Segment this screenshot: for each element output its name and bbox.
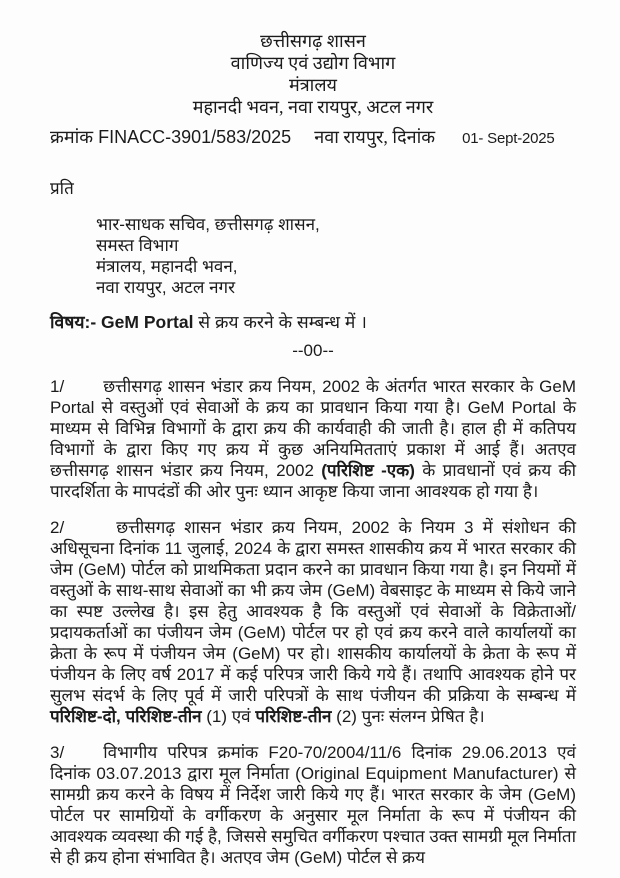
text-segment: विभागीय परिपत्र क्रमांक F20-70/2004/11/6 दिनांक 29.06.2013 एवं दिनांक 03.07.2013 द्वारा मूल निर्माता (Original Equipment Manufacturer) से सामग्री क्रय करने के विषय में निर्देश जारी किये गए हैं। भारत सरकार के जेम (GeM) पोर्टल पर सामग्रियों के वर्गीकरण के अनुसार मूल निर्माता के रूप में पंजीयन की आवश्यक व्यवस्था की गई है, जिससे समुचित वर्गीकरण पश्चात उक्त सामग्री मूल निर्माता से ही क्रय होना संभावित है। अतएव जेम (GeM) पोर्टल से क्रय <box>50 743 576 867</box>
text-segment: के प्रावधानों एवं क्रय की पारदर्शिता के मापदंडों की ओर पुनः ध्यान आकृष्ट किया जाना आवश्यक हो गया है। <box>50 461 577 501</box>
paragraph-2-text <box>50 518 576 726</box>
paragraph-2 <box>50 517 576 727</box>
addressee-line-secretary: भार-साधक सचिव, छत्तीसगढ़ शासन, <box>96 215 320 234</box>
text-segment: (1) एवं <box>201 707 256 726</box>
separator: --00-- <box>292 341 334 360</box>
paragraph-1 <box>50 376 576 502</box>
letterhead-line-government: छत्तीसगढ़ शासन <box>260 31 366 51</box>
letterhead-line-address: महानदी भवन, नवा रायपुर, अटल नगर <box>192 97 434 117</box>
paragraph-3 <box>50 742 576 868</box>
text-segment: परिशिष्ट-दो, परिशिष्ट-तीन <box>50 707 202 726</box>
reference-number: क्रमांक FINACC-3901/583/2025 <box>50 127 292 147</box>
text-segment: विषय:- <box>50 312 102 332</box>
letterhead-line-ministry: मंत्रालय <box>288 75 337 95</box>
text-segment: (परिशिष्ट -एक) <box>321 461 415 480</box>
addressee-line-ministry-building: मंत्रालय, महानदी भवन, <box>96 257 238 276</box>
text-segment: (2) पुनः संलग्न प्रेषित है। <box>331 707 485 726</box>
letterhead <box>50 30 576 118</box>
place-date-label: नवा रायपुर, दिनांक <box>314 127 436 147</box>
paragraph-1-number: 1/ <box>50 377 65 396</box>
paragraph-3-number: 3/ <box>50 743 65 762</box>
text-segment: GeM Portal <box>101 312 194 332</box>
addressee-line-city: नवा रायपुर, अटल नगर <box>96 278 236 297</box>
addressee-line-all-departments: समस्त विभाग <box>96 236 179 255</box>
date-value: 01- Sept-2025 <box>462 130 555 147</box>
subject-line <box>50 311 576 333</box>
text-segment: छत्तीसगढ़ शासन भंडार क्रय नियम, 2002 के नियम 3 में संशोधन की अधिसूचना दिनांक 11 जुलाई, 2024 के द्वारा समस्त शासकीय क्रय में भारत सरकार की जेम (GeM) पोर्टल को प्राथमिकता प्रदान करने का प्रावधान किया गया है। इन नियमों में वस्तुओं के साथ-साथ सेवाओं का भी क्रय जेम (GeM) वेबसाइट के माध्यम से किये जाने का स्पष्ट उल्लेख है। इस हेतु आवश्यक है कि वस्तुओं एवं सेवाओं के विक्रेताओं/प्रदायकर्ताओं का पंजीयन जेम (GeM) पोर्टल पर हो एवं क्रय करने वाले कार्यालयों का क्रेता के रूप में पंजीयन जेम (GeM) पर हो। शासकीय कार्यालयों के क्रेता के रूप में पंजीयन के लिए वर्ष 2017 में कई परिपत्र जारी किये गये हैं। तथापि आवश्यक होने पर सुलभ संदर्भ के लिए पूर्व में जारी परिपत्रों के साथ पंजीयन की प्रक्रिया के सम्बन्ध में <box>50 518 576 705</box>
paragraph-2-number: 2/ <box>50 518 65 537</box>
paragraph-1-text <box>50 377 576 501</box>
text-segment: से क्रय करने के सम्बन्ध में । <box>193 312 367 332</box>
text-segment: परिशिष्ट-तीन <box>255 707 332 726</box>
paragraph-3-text <box>50 743 576 867</box>
reference-line <box>50 125 576 151</box>
text-segment: छत्तीसगढ़ शासन भंडार क्रय नियम, 2002 के अंतर्गत भारत सरकार के GeM Portal से वस्तुओं एवं सेवाओं के क्रय का प्रावधान किया गया है। GeM Portal के माध्यम से विभिन्न विभागों के द्वारा क्रय की कार्यवाही की जाती है। हाल ही में कतिपय विभागों के द्वारा किए गए क्रय में कुछ अनियमितताएं प्रकाश में आई हैं। अतएव छत्तीसगढ़ शासन भंडार क्रय नियम, 2002 <box>50 377 576 480</box>
letterhead-line-department: वाणिज्य एवं उद्योग विभाग <box>230 53 396 73</box>
salutation: प्रति <box>50 179 74 198</box>
addressee-block <box>96 214 576 298</box>
